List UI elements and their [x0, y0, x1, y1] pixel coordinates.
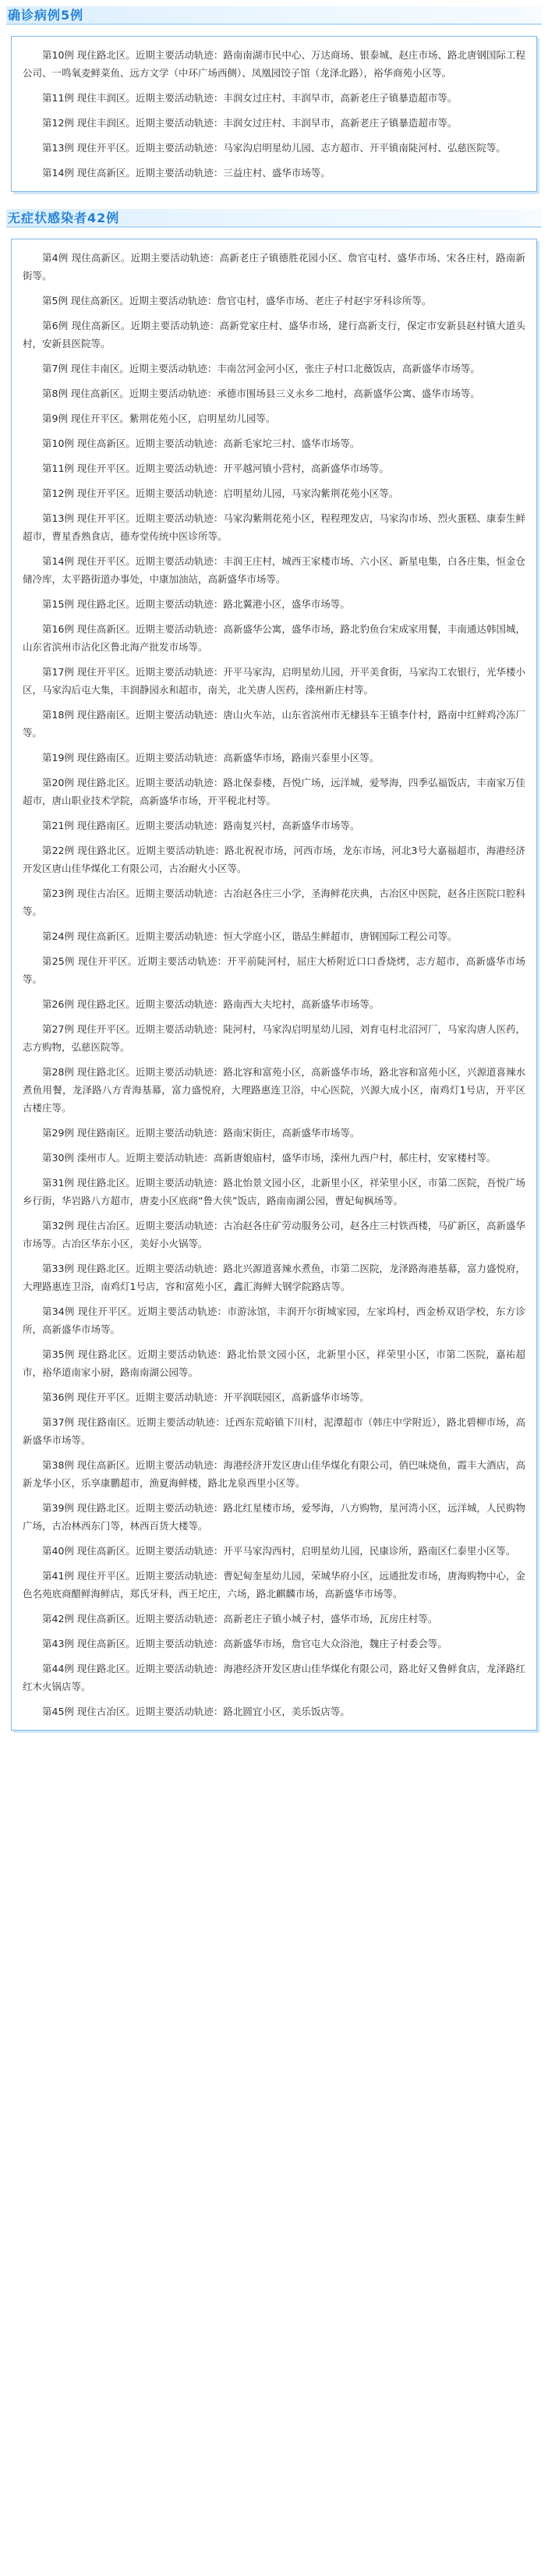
case-paragraph: 第8例 现住高新区。近期主要活动轨迹：承德市围场县三义永乡二地村，高新盛华公寓、盛华市场等。 [42, 388, 480, 399]
section-header-confirmed [6, 6, 542, 25]
asymptomatic-case-box [11, 239, 537, 1731]
confirmed-case-box [11, 36, 537, 192]
case-paragraph: 第38例 现住高新区。近期主要活动轨迹：海港经济开发区唐山佳华煤化有限公司，俏巴味烧鱼，霞丰大酒店，高新龙华小区，乐享康鹏超市，渔夏海鲜楼，路北龙泉西里小区等。 [23, 1459, 525, 1489]
case-paragraph: 第14例 现住开平区。近期主要活动轨迹：丰润王庄村，城西王家楼市场、六小区、新星电集，白各庄集，恒金仓储冷库，太平路街道办事处，中康加油站，高新盛华市场等。 [23, 555, 525, 585]
case-paragraph: 第24例 现住高新区。近期主要活动轨迹：恒大学庭小区，谐品生鲜超市，唐钢国际工程公司等。 [42, 930, 458, 942]
case-paragraph: 第36例 现住开平区。近期主要活动轨迹：开平润联园区，高新盛华市场等。 [42, 1391, 369, 1403]
case-paragraph: 第33例 现住路北区。近期主要活动轨迹：路北兴源道喜辣水煮鱼，市第二医院，龙泽路海港基幕，富力盛悦府，大理路惠连卫浴，南鸡灯1号店，容和富苑小区，鑫汇海鲜大钢学院路店等。 [23, 1263, 525, 1292]
case-paragraph: 第32例 现住古冶区。近期主要活动轨迹：古冶赵各庄矿劳动服务公司，赵各庄三村铁西楼，马矿新区，高新盛华市场等。古冶区华东小区，美好小火锅等。 [23, 1220, 525, 1249]
case-paragraph: 第29例 现住路南区。近期主要活动轨迹：路南宋街庄，高新盛华市场等。 [42, 1127, 360, 1139]
case-paragraph: 第10例 现住路北区。近期主要活动轨迹：路南南湖市民中心、万达商场、银泰城、赵庄市场、路北唐钢国际工程公司、一鸣氧麦鲜菜鱼、远方文学（中环广场西侧）、凤凰园饺子馆（龙泽北路），裕华商苑小区等。 [23, 49, 525, 79]
case-paragraph: 第43例 现住高新区。近期主要活动轨迹：高新盛华市场，詹官屯大众浴池，魏庄子村委会等。 [42, 1638, 447, 1649]
case-paragraph: 第17例 现住开平区。近期主要活动轨迹：开平马家沟，启明星幼儿园，开平美食街，马家沟工农银行，光华楼小区，马家沟后屯大集，丰润静园永和超市，南关，北关唐人医药，滦州新庄村等。 [23, 666, 525, 696]
case-paragraph: 第5例 现住高新区。近期主要活动轨迹：詹官屯村，盛华市场、老庄子村赵宇牙科诊所等。 [42, 295, 432, 306]
section-title-asymptomatic: 无症状感染者42例 [8, 211, 120, 225]
case-paragraph: 第11例 现住丰润区。近期主要活动轨迹：丰润女过庄村、丰润早市，高新老庄子镇暴造超市等。 [42, 92, 458, 104]
section-header-asymptomatic [6, 209, 542, 228]
case-paragraph: 第23例 现住古冶区。近期主要活动轨迹：古冶赵各庄三小学，圣海鲜花庆典，古冶区中医院，赵各庄医院口腔科等。 [23, 888, 525, 917]
case-paragraph: 第42例 现住高新区。近期主要活动轨迹：高新老庄子镇小城子村，盛华市场，瓦房庄村等。 [42, 1613, 438, 1625]
case-paragraph: 第41例 现住开平区。近期主要活动轨迹：曹妃甸奎星幼儿园，荣城华府小区，远通批发市场，唐海购物中心，金色名苑底商醋鲜海鲜店，郑氏牙科，西王坨庄，六场，路北麒麟市场，高新盛华市场等。 [23, 1570, 525, 1600]
section-underline [6, 226, 542, 228]
case-paragraph: 第16例 现住高新区。近期主要活动轨迹：高新盛华公寓，盛华市场，路北豹鱼台宋成家用餐，丰南通达韩国城，山东省滨州市沾化区鲁北海产批发市场等。 [23, 623, 525, 653]
case-paragraph: 第27例 现住开平区。近期主要活动轨迹：陡河村，马家沟启明星幼儿园，刘育屯村北沼河厂，马家沟唐人医药，志方购物，弘慈医院等。 [23, 1023, 525, 1053]
case-paragraph: 第22例 现住路北区。近期主要活动轨迹：路北祝祝市场，河西市场，龙东市场，河北3号大嘉福超市，海港经济开发区唐山佳华煤化工有限公司，古冶耐火小区等。 [23, 845, 525, 874]
case-paragraph: 第13例 现住开平区。近期主要活动轨迹：马家沟启明星幼儿园、志方超市、开平镇南陡河村、弘慈医院等。 [42, 142, 506, 154]
case-paragraph: 第34例 现住开平区。近期主要活动轨迹：市游泳馆，丰润开尔街城家园，左家坞村，西金桥双语学校，东方诊所，高新盛华市场等。 [23, 1306, 525, 1335]
case-paragraph: 第44例 现住路北区。近期主要活动轨迹：海港经济开发区唐山佳华煤化有限公司，路北好又鲁鲜食店，龙泽路红红木火锅店等。 [23, 1663, 525, 1692]
case-paragraph: 第13例 现住开平区。近期主要活动轨迹：马家沟紫荆花苑小区，程程理发店，马家沟市场、烈火蛋糕、康泰生鲜超市，曹星香熟食店，德寿堂传统中医诊所等。 [23, 512, 525, 542]
case-paragraph: 第21例 现住路南区。近期主要活动轨迹：路南复兴村，高新盛华市场等。 [42, 820, 360, 831]
case-paragraph: 第25例 现住开平区。近期主要活动轨迹：开平前陡河村，屈庄大桥附近口口香烧烤，志方超市，高新盛华市场等。 [23, 955, 525, 985]
asymptomatic-section [0, 192, 548, 1731]
case-paragraph: 第12例 现住丰润区。近期主要活动轨迹：丰润女过庄村、丰润早市，高新老庄子镇暴造超市等。 [42, 117, 458, 129]
case-paragraph: 第11例 现住开平区。近期主要活动轨迹：开平越河镇小营村，高新盛华市场等。 [42, 462, 389, 474]
case-paragraph: 第26例 现住路北区。近期主要活动轨迹：路南西大夫坨村，高新盛华市场等。 [42, 998, 380, 1010]
case-paragraph: 第30例 滦州市人。近期主要活动轨迹：高新唐娘庙村，盛华市场，滦州九西户村，郝庄村，安家楼村等。 [42, 1152, 497, 1164]
section-title-confirmed: 确诊病例5例 [8, 8, 84, 23]
case-paragraph: 第39例 现住路北区。近期主要活动轨迹：路北红星楼市场，爱琴海，八方购物，星河湾小区，远洋城，人民购物广场，古冶林西东门等，林西百货大楼等。 [23, 1502, 525, 1532]
case-paragraph: 第7例 现住丰南区。近期主要活动轨迹：丰南岔河金河小区，张庄子村口北薇饭店，高新盛华市场等。 [42, 363, 480, 374]
case-paragraph: 第4例 现住高新区。近期主要活动轨迹：高新老庄子镇德胜花园小区、詹官屯村、盛华市场、宋各庄村，路南新街等。 [23, 252, 525, 282]
case-paragraph: 第19例 现住路南区。近期主要活动轨迹：高新盛华市场，路南兴泰里小区等。 [42, 752, 380, 764]
case-paragraph: 第18例 现住路南区。近期主要活动轨迹：唐山火车站，山东省滨州市无棣县车王镇李什村，路南中红鲜鸡冷冻厂等。 [23, 709, 525, 739]
case-paragraph: 第10例 现住高新区。近期主要活动轨迹：高新毛家坨三村、盛华市场等。 [42, 438, 360, 449]
case-paragraph: 第9例 现住开平区。紫荆花苑小区，启明星幼儿园等。 [42, 413, 276, 424]
case-paragraph: 第40例 现住高新区。近期主要活动轨迹：开平马家沟西村，启明星幼儿园，民康诊所，路南区仁泰里小区等。 [42, 1545, 516, 1557]
case-paragraph: 第28例 现住路北区。近期主要活动轨迹：路北容和富苑小区，高新盛华市场，路北容和富苑小区，兴源道喜辣水煮鱼用餐，龙泽路八方青海基幕，富力盛悦府，大理路惠连卫浴，中心医院，兴源大成小区，南鸡灯1号店，开平区古楼庄等。 [23, 1066, 525, 1114]
case-paragraph: 第14例 现住高新区。近期主要活动轨迹：三益庄村、盛华市场等。 [42, 167, 331, 179]
confirmed-section [0, 0, 548, 192]
section-underline [6, 23, 542, 25]
case-paragraph: 第20例 现住路北区。近期主要活动轨迹：路北保泰楼，吾悦广场，远洋城，爱琴海，四季弘福饭店，丰南家万佳超市，唐山职业技术学院，高新盛华市场，开平税北村等。 [23, 777, 525, 806]
case-paragraph: 第31例 现住路北区。近期主要活动轨迹：路北怡景文园小区，北新里小区，祥荣里小区，市第二医院，吾悦广场乡行街，华岩路八方超市，唐麦小区底商“鲁大侠”饭店，路南南湖公园，曹妃甸枫场等。 [23, 1177, 525, 1207]
case-paragraph: 第6例 现住高新区。近期主要活动轨迹：高新党家庄村、盛华市场，建行高新支行，保定市安新县赵村镇大道头村，安新县医院等。 [23, 320, 525, 349]
case-paragraph: 第37例 现住路南区。近期主要活动轨迹：迁西东荒峪镇下川村，泥潭超市（韩庄中学附近），路北碧柳市场，高新盛华市场等。 [23, 1416, 525, 1446]
case-paragraph: 第45例 现住古冶区。近期主要活动轨迹：路北圆宜小区，美乐饭店等。 [42, 1706, 350, 1717]
case-paragraph: 第12例 现住开平区。近期主要活动轨迹：启明星幼儿园，马家沟紫荆花苑小区等。 [42, 487, 399, 499]
case-paragraph: 第15例 现住路北区。近期主要活动轨迹：路北翼港小区，盛华市场等。 [42, 598, 350, 610]
case-paragraph: 第35例 现住路北区。近期主要活动轨迹：路北怡景文园小区，北新里小区，祥荣里小区，市第二医院，嘉祐超市，裕华道南家小厨，路南南湖公园等。 [23, 1348, 525, 1378]
